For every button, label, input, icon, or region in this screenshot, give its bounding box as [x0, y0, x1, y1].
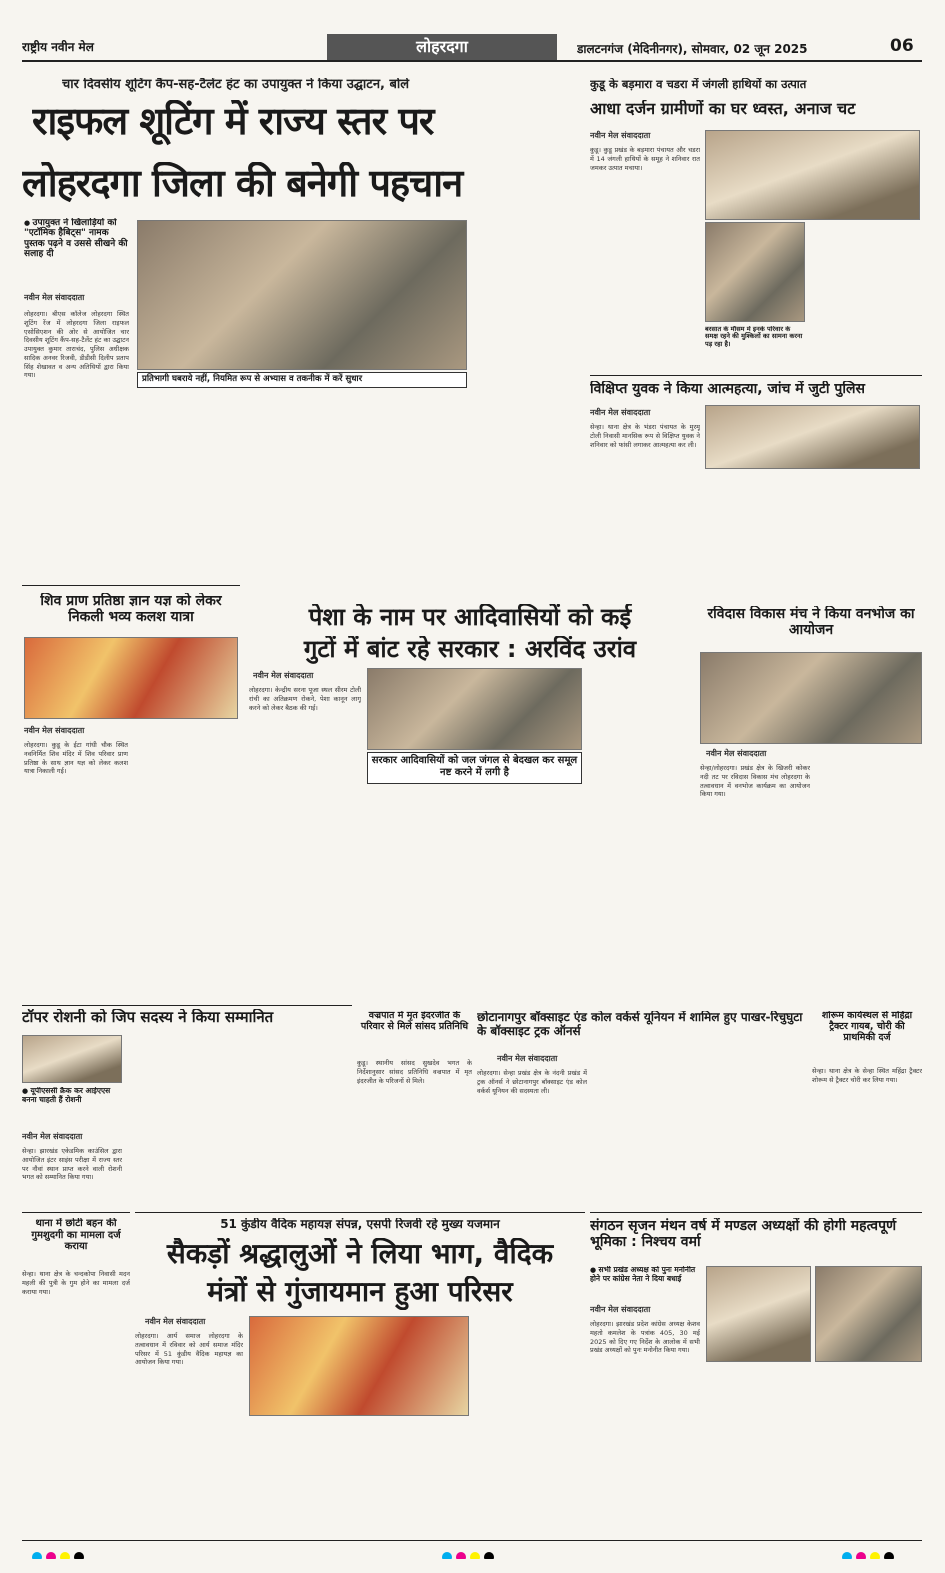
headline-line-2: मंत्रों से गुंजायमान हुआ परिसर [207, 1276, 513, 1308]
story-elephants [590, 70, 922, 370]
article-body-right [474, 220, 584, 590]
headline-line-1: पेशा के नाम पर आदिवासियों को कई [308, 604, 632, 631]
divider [590, 1212, 922, 1213]
article-body-right [705, 473, 920, 593]
vanbhoj-photo [700, 652, 922, 744]
byline: नवीन मेल संवाददाता [22, 1132, 83, 1141]
article-body-right [475, 1316, 585, 1527]
damaged-house-photo [705, 130, 920, 220]
kalash-yatra-photo [24, 637, 238, 719]
article-body-right [128, 1035, 352, 1205]
story-ravidas [700, 600, 922, 1005]
yagya-photo [249, 1316, 469, 1416]
photo-caption: बरसात के मौसम में इनके परिवार के समक्ष रहने की मुश्किलों का सामना करना पड़ रहा है। [705, 326, 803, 348]
headline: थाना में छोटी बहन की गुमशुदगी का मामला दर्ज कराया [31, 1218, 121, 1252]
inauguration-photo [137, 220, 467, 370]
side-deck: ● यूपीएससी क्रैक कर आईएएस बनना चाहती हैं रोशनी [22, 1087, 122, 1123]
kicker: कुडू के बड़मारा व चडरा में जंगली हाथियों का उत्पात [590, 78, 807, 91]
story-rifle-shooting [22, 70, 585, 600]
story-kalash-yatra [22, 585, 240, 1005]
side-deck: ● सभी प्रखंड अध्यक्ष को पुनः मनोनीत होने पर कांग्रेस नेता ने दिया बधाई [590, 1266, 700, 1300]
photo-caption: प्रतिभागी घबराये नहीं, नियमित रूप से अभ्यास व तकनीक में करें सुधार [137, 372, 467, 388]
kicker: 51 कुंडीय वैदिक महायज्ञ संपन्न, एसपी रिजवी रहे मुख्य यजमान [220, 1218, 500, 1231]
article-body: सेन्हा/लोहरदगा। प्रखंड क्षेत्र के खिजरी कोकर नदी तट पर रविदास विकास मंच लोहरदगा के तत्वावधान में वनभोज कार्यक्रम का आयोजन किया गया। [700, 764, 810, 799]
article-body: सेन्हा। थाना क्षेत्र के सेन्हा स्थित महिंद्रा ट्रैक्टर शोरूम से ट्रैक्टर चोरी कर लिया गया। [812, 1067, 922, 1084]
article-body: सेन्हा। थाना क्षेत्र के भंडरा पंचायत के मुरमू टोली निवासी मानसिक रूप से विक्षिप्त युवक ने शनिवार को फांसी लगाकर आत्महत्या कर ली। [590, 423, 700, 449]
divider [22, 1212, 130, 1213]
article-body-right [589, 668, 695, 998]
byline: नवीन मेल संवाददाता [24, 726, 85, 735]
page-number: 06 [890, 36, 914, 56]
headline: छोटानागपुर बॉक्साइट एंड कोल वर्कर्स यूनियन में शामिल हुए पाखर-रिचुघुटा के बॉक्साइट ट्रक ऑनर्स [477, 1011, 803, 1038]
article-body-mid [367, 788, 582, 998]
divider [590, 375, 922, 376]
headline-line-1: राइफल शूटिंग में राज्य स्तर पर [32, 100, 434, 143]
headline: टॉपर रोशनी को जिप सदस्य ने किया सम्मानित [22, 1009, 274, 1026]
article-body-right [810, 222, 920, 362]
story-arvind-oraon [245, 600, 695, 1005]
story-topper-roshni [22, 1005, 352, 1210]
paper-logo: राष्ट्रीय नवीन मेल [22, 40, 94, 54]
article-body: लोहरदगा। झारखंड प्रदेश कांग्रेस अध्यक्ष केशव महतो कमलेश के पत्रांक 405, 30 मई 2025 को दिए गए निर्देश के आलोक में सभी प्रखंड अध्यक्षों को पुनः मनोनीत किया गया। [590, 1320, 700, 1355]
article-body-cont [137, 392, 467, 592]
headline: आधा दर्जन ग्रामीणों का घर ध्वस्त, अनाज चट [590, 100, 856, 118]
article-body-mid [249, 1420, 469, 1527]
dateline: डालटनगंज (मेदिनीनगर), सोमवार, 02 जून 2025 [577, 42, 808, 56]
family-photo [705, 222, 805, 322]
story-tractor-theft [812, 1005, 922, 1210]
byline: नवीन मेल संवाददाता [590, 1305, 651, 1314]
byline: नवीन मेल संवाददाता [706, 749, 767, 758]
side-deck: ● उपायुक्त ने खिलाड़ियों को "एटॉमिक हैबिट्स" नामक पुस्तक पढ़ने व उससे सीखने की सलाह दी [24, 218, 129, 282]
scene-photo [705, 405, 920, 469]
article-body: सेन्हा। झारखंड एकेडमिक काउंसिल द्वारा आयोजित इंटर साइंस परीक्षा में राज्य स्तर पर नौवां स्थान प्राप्त करने वाली रोशनी भगत को सम्मानित किया गया। [22, 1147, 122, 1182]
portrait-photo-2 [815, 1266, 922, 1362]
byline: नवीन मेल संवाददाता [145, 1317, 206, 1326]
article-body: कुडू। स्थानीय सांसद सुखदेव भगत के निर्देशानुसार सांसद प्रतिनिधि वज्रपात में मृत इंदरजीत के परिजनों से मिले। [357, 1059, 472, 1085]
cmyk-marks-center [442, 1547, 522, 1559]
article-body: लोहरदगा। बीएस कॉलेज लोहरदगा स्थित शूटिंग रेंज में लोहरदगा जिला राइफल एसोसिएशन की ओर से आयोजित चार दिवसीय शूटिंग कैंप-सह-टैलेंट हंट का उद्घाटन उपायुक्त कुमार ताराचंद, पुलिस अधीक्षक सादिक अनवर रिजवी, डीडीसी दिलीप प्रताप सिंह शेखावत व अन्य अतिथियों द्वारा किया गया। [24, 310, 129, 380]
article-body-right [814, 748, 922, 998]
print-registration-marks [22, 1540, 922, 1560]
headline: शिव प्राण प्रतिष्ठा ज्ञान यज्ञ को लेकर निकली भव्य कलश यात्रा [40, 593, 222, 626]
pullquote: सरकार आदिवासियों को जल जंगल से बेदखल कर समूल नष्ट करने में लगी है [367, 752, 582, 784]
headline: रविदास विकास मंच ने किया वनभोज का आयोजन [707, 606, 915, 639]
headline: वज्रपात में मृत इंदरजीत के परिवार से मिले सांसद प्रतिनिधि [360, 1011, 469, 1032]
headline-line-2: लोहरदगा जिला की बनेगी पहचान [22, 162, 463, 205]
headline: विक्षिप्त युवक ने किया आत्महत्या, जांच में जुटी पुलिस [590, 381, 865, 397]
headline: शोरूम कार्यस्थल से महिंद्रा ट्रैक्टर गायब, चोरी की प्राथमिकी दर्ज [821, 1011, 913, 1043]
article-body: लोहरदगा। आर्य समाज लोहरदगा के तत्वावधान में रविवार को आर्य समाज मंदिर परिसर में 51 कुंडीय वैदिक महायज्ञ का आयोजन किया गया। [135, 1332, 243, 1367]
article-body-right [132, 725, 238, 995]
portrait-photo-1 [706, 1266, 811, 1362]
story-bauxite-union [477, 1005, 807, 1210]
cmyk-marks-left [32, 1547, 112, 1559]
article-body-right [593, 1053, 807, 1205]
felicitation-photo [22, 1035, 122, 1083]
headline-line-1: सैकड़ों श्रद्धालुओं ने लिया भाग, वैदिक [166, 1238, 554, 1270]
story-vajrapat [357, 1005, 472, 1210]
headline: संगठन सृजन मंथन वर्ष में मण्डल अध्यक्षों की होगी महत्वपूर्ण भूमिका : निश्चय वर्मा [590, 1218, 897, 1251]
byline: नवीन मेल संवाददाता [590, 131, 651, 140]
divider [22, 585, 240, 586]
article-body-right [706, 1366, 922, 1526]
byline: नवीन मेल संवाददाता [590, 408, 651, 417]
cmyk-marks-right [842, 1547, 922, 1559]
article-body: लोहरदगा। कुडू के ईटा गांधी चौक स्थित नवनिर्मित शिव मंदिर में शिव परिवार प्राण प्रतिष्ठा के साथ ज्ञान यज्ञ को लेकर कलश यात्रा निकाली गई। [24, 741, 128, 776]
story-vedic-mahayagya [135, 1212, 585, 1532]
article-body: लोहरदगा। सेन्हा प्रखंड क्षेत्र के नंदनी प्रखंड में ट्रक ऑनर्स ने छोटानागपुर बॉक्साइट एंड कोल वर्कर्स यूनियन की सदस्यता ली। [477, 1069, 587, 1095]
story-nishchay-verma [590, 1212, 922, 1532]
masthead [22, 34, 922, 62]
divider [135, 1212, 585, 1213]
byline: नवीन मेल संवाददाता [253, 671, 314, 680]
article-body: कुडू। कुडू प्रखंड के बड़मारा पंचायत और चडरा में 14 जंगली हाथियों के समूह ने शनिवार रात जमकर उत्पात मचाया। [590, 146, 700, 172]
byline: नवीन मेल संवाददाता [497, 1054, 558, 1063]
section-banner: लोहरदगा [327, 34, 557, 60]
divider [22, 1005, 352, 1006]
headline-line-2: गुटों में बांट रहे सरकार : अरविंद उरांव [303, 636, 637, 663]
meeting-photo [367, 668, 582, 750]
story-missing-sister [22, 1212, 130, 1532]
story-suicide [590, 375, 922, 600]
kicker: चार दिवसीय शूटिंग कैंप-सह-टैलेंट हंट का उपायुक्त ने किया उद्घाटन, बोले [62, 78, 410, 92]
article-body: लोहरदगा। केन्द्रीय सरना पूजा स्थल सीरम टोली रांची का अतिक्रमण रोकने, पेशा कानून लागू करने को लेकर बैठक की गई। [249, 686, 361, 712]
article-body: सेन्हा। थाना क्षेत्र के चन्दकोपा निवासी मदन महली की पुत्री के गुम होने का मामला दर्ज कराया गया। [22, 1270, 130, 1296]
byline: नवीन मेल संवाददाता [24, 293, 85, 302]
